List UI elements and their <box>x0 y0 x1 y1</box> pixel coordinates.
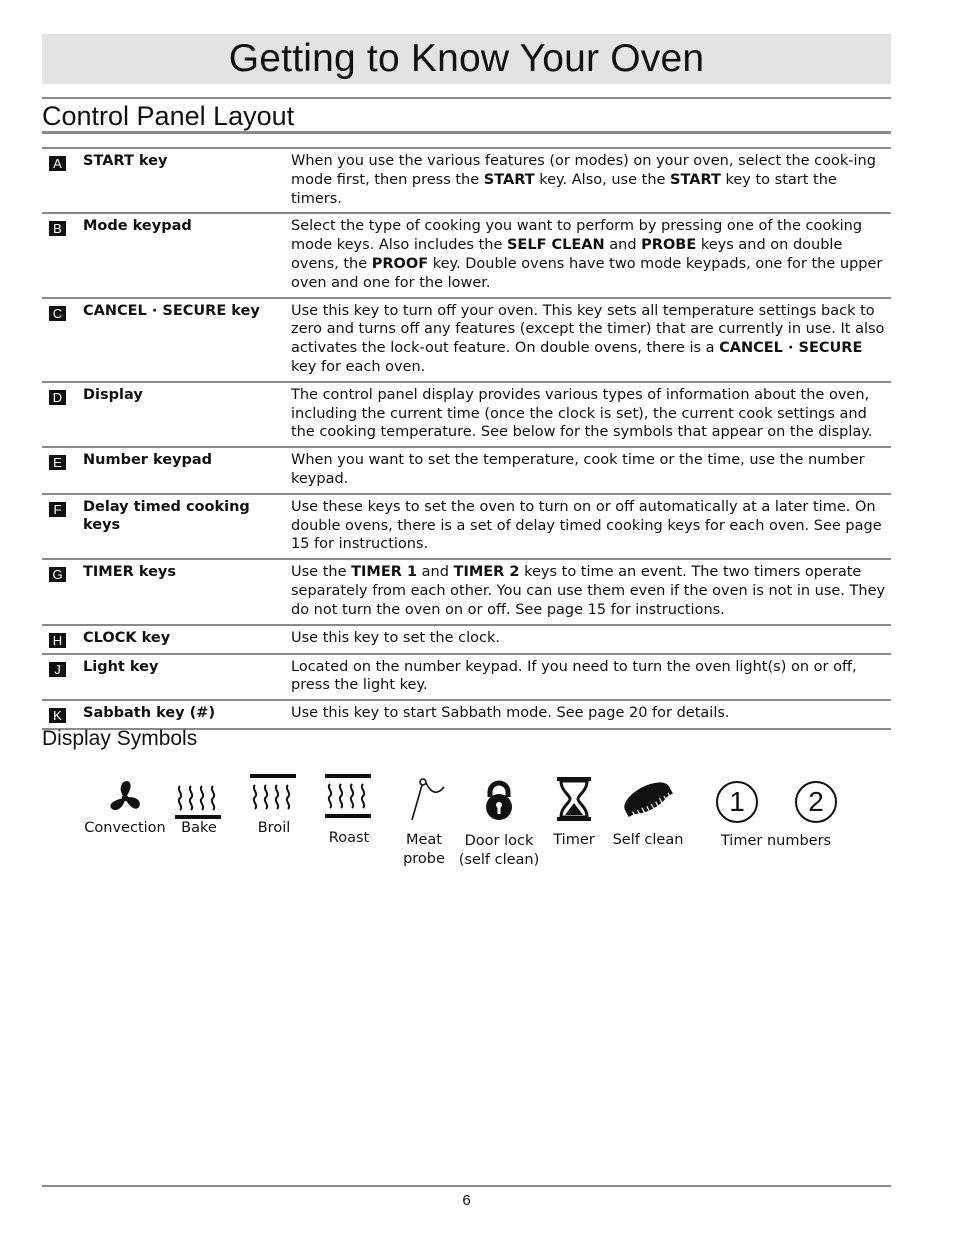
broil-label: Broil <box>257 820 291 836</box>
row-label: CANCEL · SECURE key <box>83 302 260 319</box>
row-label: CLOCK key <box>83 629 171 646</box>
row-description <box>291 301 891 377</box>
table-row <box>42 701 891 730</box>
row-label: Display <box>83 386 143 403</box>
row-description-text: key. Also, use the <box>534 171 671 188</box>
row-letter-cell <box>42 657 83 696</box>
divider-footer <box>42 1185 891 1187</box>
row-letter-badge: C <box>49 306 66 321</box>
timer-number-2-icon <box>795 781 837 823</box>
row-letter-badge: J <box>49 662 66 677</box>
row-letter-badge: A <box>49 156 66 171</box>
row-letter-badge: K <box>49 708 66 723</box>
row-letter-badge: G <box>49 567 66 582</box>
row-description-bold: START <box>670 171 721 188</box>
door-lock-label-2: (self clean) <box>458 852 540 868</box>
row-description-bold: TIMER 1 <box>351 564 418 581</box>
timer-number-1-icon <box>716 781 758 823</box>
symbol-roast <box>322 773 376 848</box>
control-panel-table <box>42 147 891 730</box>
row-description-text: keys to time an event. The two timers operate separately from each other. You can use them even if the oven is not in use. They do not turn the oven on or off. See page 15 for instructions. <box>291 564 886 618</box>
page-number: 6 <box>462 1192 471 1209</box>
table-row <box>42 448 891 495</box>
timer-label: Timer <box>553 832 595 848</box>
row-description-text: and <box>604 237 642 254</box>
timer-numbers-label: Timer numbers <box>720 833 832 849</box>
row-label: START key <box>83 153 168 169</box>
row-description-bold: PROOF <box>371 255 429 272</box>
broil-heat-icon <box>247 773 301 815</box>
meat-probe-label-2: probe <box>403 851 445 867</box>
row-description-bold: PROBE <box>641 237 697 254</box>
row-label: Delay timed cooking keys <box>83 498 250 534</box>
row-description <box>291 385 891 442</box>
row-description <box>291 657 891 696</box>
row-letter-cell <box>42 385 83 442</box>
symbol-meat-probe <box>398 775 450 869</box>
symbol-self-clean <box>608 778 688 850</box>
section-title: Control Panel Layout <box>42 101 295 131</box>
row-description-bold: TIMER 2 <box>453 564 520 581</box>
roast-label: Roast <box>328 830 370 846</box>
row-description-text: Located on the number keypad. If you need to turn the oven light(s) on or off, press the light key. <box>291 658 857 694</box>
door-lock-icon <box>456 777 542 823</box>
row-description-text: key to start the timers. <box>291 171 837 207</box>
page-title: Getting to Know Your Oven <box>228 37 705 80</box>
table-row <box>42 299 891 383</box>
row-label: Sabbath key (#) <box>83 705 216 722</box>
divider-top <box>42 97 891 99</box>
row-description <box>291 497 891 554</box>
row-letter-cell <box>42 497 83 554</box>
row-description-text: keys and on double ovens, the <box>291 237 843 272</box>
row-description-text: key. Double ovens have two mode keypads, one for the upper oven and one for the lower. <box>291 255 883 291</box>
row-description <box>291 450 891 489</box>
table-row <box>42 560 891 625</box>
symbol-bake <box>172 782 226 838</box>
row-description-text: key for each oven. <box>291 358 426 375</box>
symbol-door-lock <box>456 777 542 870</box>
meat-probe-label-1: Meat <box>405 832 442 848</box>
hourglass-icon <box>548 776 600 824</box>
display-symbols-title: Display Symbols <box>42 727 198 750</box>
self-clean-label: Self clean <box>612 832 684 848</box>
symbol-timer <box>548 776 600 850</box>
row-description <box>291 151 891 208</box>
row-letter-cell <box>42 450 83 489</box>
timer-number-1: 1 <box>729 786 745 817</box>
row-description <box>291 562 891 619</box>
row-letter-badge: F <box>49 502 66 517</box>
self-clean-brush-icon <box>608 778 688 822</box>
row-letter-cell <box>42 216 83 292</box>
row-description-text: Use this key to set the clock. <box>291 629 500 646</box>
table-row <box>42 214 891 298</box>
row-label: TIMER keys <box>83 564 177 581</box>
convection-fan-icon <box>103 778 147 818</box>
table-row <box>42 626 891 655</box>
bake-label: Bake <box>181 820 217 836</box>
convection-label: Convection <box>84 820 166 836</box>
row-description-text: Use the <box>291 564 352 581</box>
row-letter-badge: D <box>49 390 66 405</box>
row-description-text: Use this key to turn off your oven. This key sets all temperature settings back to zero and turns off any features (except the timer) that are currently in use. It also activates the lock-out feature. On double ovens, there is a <box>291 302 885 357</box>
table-row <box>42 147 891 214</box>
row-letter-badge: B <box>49 221 66 236</box>
row-description-bold: START <box>483 171 535 188</box>
row-description-text: When you use the various features (or modes) on your oven, select the cook-ing mode first, then press the <box>291 153 876 188</box>
table-row <box>42 655 891 702</box>
meat-probe-icon <box>398 775 450 823</box>
row-description-text: Select the type of cooking you want to perform by pressing one of the cooking mode keys. Also includes the <box>291 218 863 254</box>
row-description-text: When you want to set the temperature, cook time or the time, use the number keypad. <box>291 452 865 487</box>
timer-number-2: 2 <box>808 786 824 817</box>
row-description-bold: CANCEL · SECURE <box>719 340 863 357</box>
row-letter-badge: E <box>49 455 66 470</box>
row-letter-cell <box>42 703 83 724</box>
row-description <box>291 216 891 292</box>
row-description <box>291 628 891 649</box>
row-label: Light key <box>83 658 159 675</box>
row-description-text: Use this key to start Sabbath mode. See page 20 for details. <box>291 705 730 722</box>
roast-heat-icon <box>322 773 376 821</box>
row-description-text: Use these keys to set the oven to turn on or off automatically at a later time. On double ovens, there is a set of delay timed cooking keys for each oven. See page 15 for instructions. <box>291 498 882 553</box>
row-description-bold: SELF CLEAN <box>506 237 605 254</box>
row-letter-cell <box>42 151 83 208</box>
table-row <box>42 383 891 448</box>
divider-section <box>42 131 891 134</box>
symbol-timer-numbers <box>708 779 844 851</box>
row-description-text: and <box>417 564 454 581</box>
door-lock-label-1: Door lock <box>464 833 534 849</box>
bake-heat-icon <box>172 782 226 820</box>
symbol-convection <box>84 778 166 838</box>
row-label: Number keypad <box>83 452 213 469</box>
row-description <box>291 703 891 724</box>
row-label: Mode keypad <box>83 218 192 235</box>
symbol-broil <box>247 773 301 838</box>
row-letter-cell <box>42 628 83 649</box>
title-bar <box>42 34 891 84</box>
row-description-text: The control panel display provides various types of information about the oven, including the current time (once the clock is set), the current cook settings and the cooking temperature. See below for the symbols that appear on the display. <box>291 386 873 441</box>
row-letter-badge: H <box>49 633 66 648</box>
row-letter-cell <box>42 301 83 377</box>
table-row <box>42 495 891 560</box>
row-letter-cell <box>42 562 83 619</box>
